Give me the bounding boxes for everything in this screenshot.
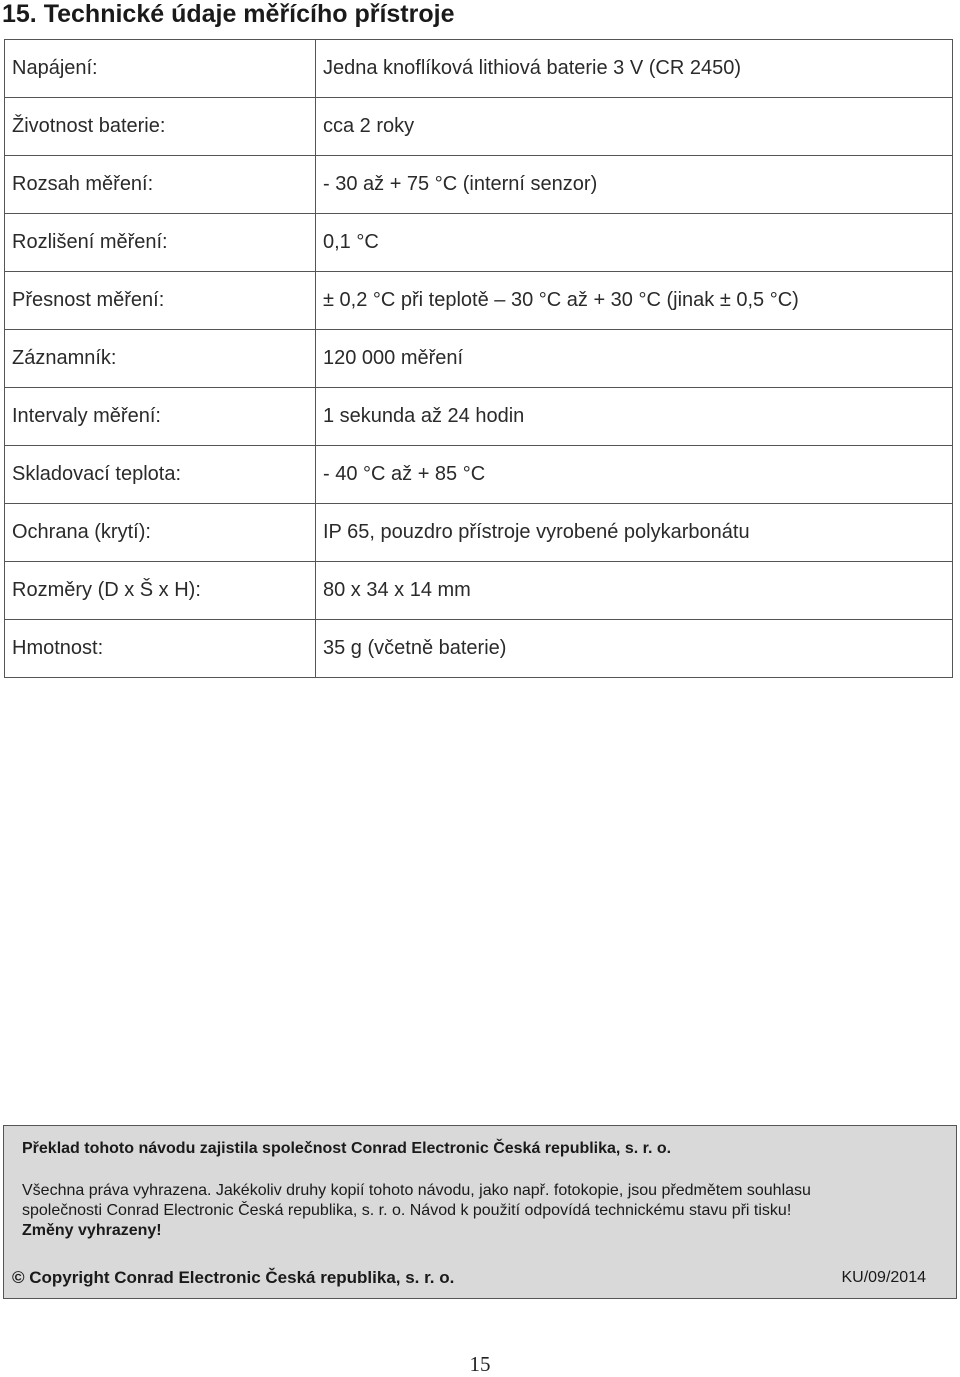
rights-line: společnosti Conrad Electronic Česká republika, s. r. o. Návod k použití odpovídá technickému stavu při tisku! — [22, 1202, 792, 1219]
spec-value: IP 65, pouzdro přístroje vyrobené polykarbonátu — [316, 504, 953, 562]
spec-label: Přesnost měření: — [5, 272, 316, 330]
rights-line: Všechna práva vyhrazena. Jakékoliv druhy kopií tohoto návodu, jako např. fotokopie, jsou předmětem souhlasu — [22, 1182, 811, 1199]
rights-notice — [22, 1181, 811, 1241]
spec-value: - 30 až + 75 °C (interní senzor) — [316, 156, 953, 214]
spec-label: Intervaly měření: — [5, 388, 316, 446]
page-number: 15 — [469, 1352, 491, 1376]
spec-value: - 40 °C až + 85 °C — [316, 446, 953, 504]
technical-specs-table — [4, 39, 953, 678]
spec-value: 1 sekunda až 24 hodin — [316, 388, 953, 446]
spec-label: Rozsah měření: — [5, 156, 316, 214]
spec-label: Skladovací teplota: — [5, 446, 316, 504]
spec-label: Ochrana (krytí): — [5, 504, 316, 562]
table-row — [5, 214, 953, 272]
translation-notice: Překlad tohoto návodu zajistila společnost Conrad Electronic Česká republika, s. r. o. — [22, 1140, 672, 1157]
section-heading: 15. Technické údaje měřícího přístroje — [2, 0, 455, 28]
spec-label: Rozměry (D x Š x H): — [5, 562, 316, 620]
spec-value: 0,1 °C — [316, 214, 953, 272]
table-row — [5, 330, 953, 388]
spec-value: 80 x 34 x 14 mm — [316, 562, 953, 620]
table-row — [5, 156, 953, 214]
table-row — [5, 446, 953, 504]
document-code: KU/09/2014 — [841, 1269, 926, 1286]
table-row — [5, 272, 953, 330]
spec-value: ± 0,2 °C při teplotě – 30 °C až + 30 °C (jinak ± 0,5 °C) — [316, 272, 953, 330]
spec-value: Jedna knoflíková lithiová baterie 3 V (CR 2450) — [316, 40, 953, 98]
table-row — [5, 620, 953, 678]
spec-label: Životnost baterie: — [5, 98, 316, 156]
table-row — [5, 40, 953, 98]
spec-label: Rozlišení měření: — [5, 214, 316, 272]
spec-value: cca 2 roky — [316, 98, 953, 156]
table-row — [5, 98, 953, 156]
spec-label: Hmotnost: — [5, 620, 316, 678]
table-row — [5, 562, 953, 620]
spec-label: Záznamník: — [5, 330, 316, 388]
legal-notice-box — [3, 1125, 957, 1299]
spec-label: Napájení: — [5, 40, 316, 98]
table-row — [5, 388, 953, 446]
changes-reserved: Změny vyhrazeny! — [22, 1222, 162, 1239]
table-row — [5, 504, 953, 562]
copyright-notice: © Copyright Conrad Electronic Česká republika, s. r. o. — [12, 1268, 455, 1287]
spec-value: 120 000 měření — [316, 330, 953, 388]
spec-value: 35 g (včetně baterie) — [316, 620, 953, 678]
